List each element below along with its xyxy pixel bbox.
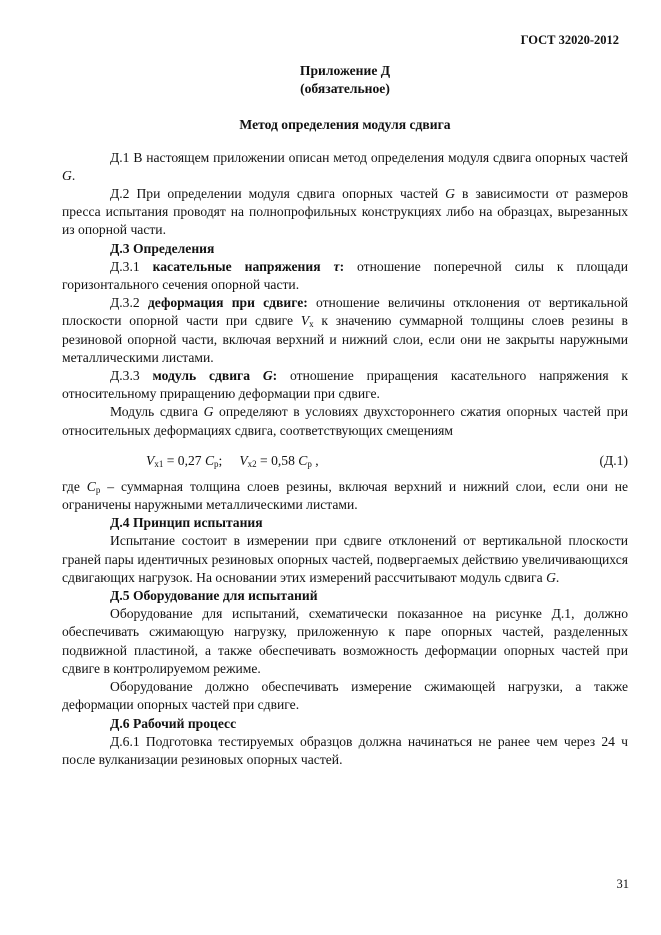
page-number: 31 [616,876,629,891]
paragraph-d3-1: Д.3.1 касательные напряжения τ: отношение поперечной силы к площади горизонтального сечения опорной части. [62,258,629,293]
section-title: Метод определения модуля сдвига [239,117,451,133]
paragraph-d5-equipment: Оборудование для испытаний, схематически показанное на рисунке Д.1, должно обеспечивать сжимающую нагрузку, приложенную к паре опорных частей, разделенных подвижной пластиной, а также обеспечивать возможность деформации опорных частей при сдвиге в контролируемом режиме. [62,606,628,676]
document-code: ГОСТ 32020-2012 [520,33,619,47]
paragraph-shear-modulus: Модуль сдвига G определяют в условиях двухстороннего сжатия опорных частей при относительных деформациях сдвига, соответствующих смещениям [62,404,628,438]
formula-number: (Д.1) [599,452,628,468]
paragraph-d2: Д.2 При определении модуля сдвига опорных частей G в зависимости от размеров пресса испытания проводят на полнопрофильных конструкциях либо на образцах, вырезанных из опорной части. [62,186,628,238]
heading-d3: Д.3 Определения [110,240,215,256]
formula-expression: $V_{x1} = 0,27$ $C_р$; $V_{x2} = 0,58$ $C_р$ , [146,452,319,469]
annex-status: (обязательное) [300,81,390,97]
paragraph-d3-2: Д.3.2 деформация при сдвиге: отношение величины отклонения от вертикальной плоскости опорной части при сдвиге $V_x$ к значению суммарной толщины слоев резины в резиновой опорной части, включая верхний и нижний слои, если они не закрыты наружными металлическими листами. [62,295,628,365]
paragraph-d3-3: Д.3.3 модуль сдвига G: отношение приращения касательного напряжения к относительному приращению деформации при сдвиге. [62,368,629,402]
formula-d1 [62,448,628,474]
paragraph-d6-1: Д.6.1 Подготовка тестируемых образцов должна начинаться не ранее чем через 24 ч после вулканизации резиновых опорных частей. [62,733,628,767]
paragraph-where: где $C_р$ – суммарная толщина слоев резины, включая верхний и нижний слои, если они не ограничены наружными металлическими листами. [62,478,629,513]
annex-title: Приложение Д [299,63,391,78]
heading-d5: Д.5 Оборудование для испытаний [110,588,318,604]
page-content [62,62,628,769]
paragraph-d1: Д.1 В настоящем приложении описан метод определения модуля сдвига опорных частей G. [62,149,628,183]
paragraph-d4: Испытание состоит в измерении при сдвиге отклонений от вертикальной плоскости граней пары идентичных резиновых опорных частей, подвергаемых действию увеличивающихся сдвигающих нагрузок. На основании этих измерений рассчитывают модуль сдвига G. [62,533,628,585]
paragraph-d5-measurement: Оборудование должно обеспечивать измерение сжимающей нагрузки, а также деформации опорных частей при сдвиге. [62,679,628,713]
heading-d4: Д.4 Принцип испытания [110,515,263,531]
heading-d6: Д.6 Рабочий процесс [110,715,237,731]
